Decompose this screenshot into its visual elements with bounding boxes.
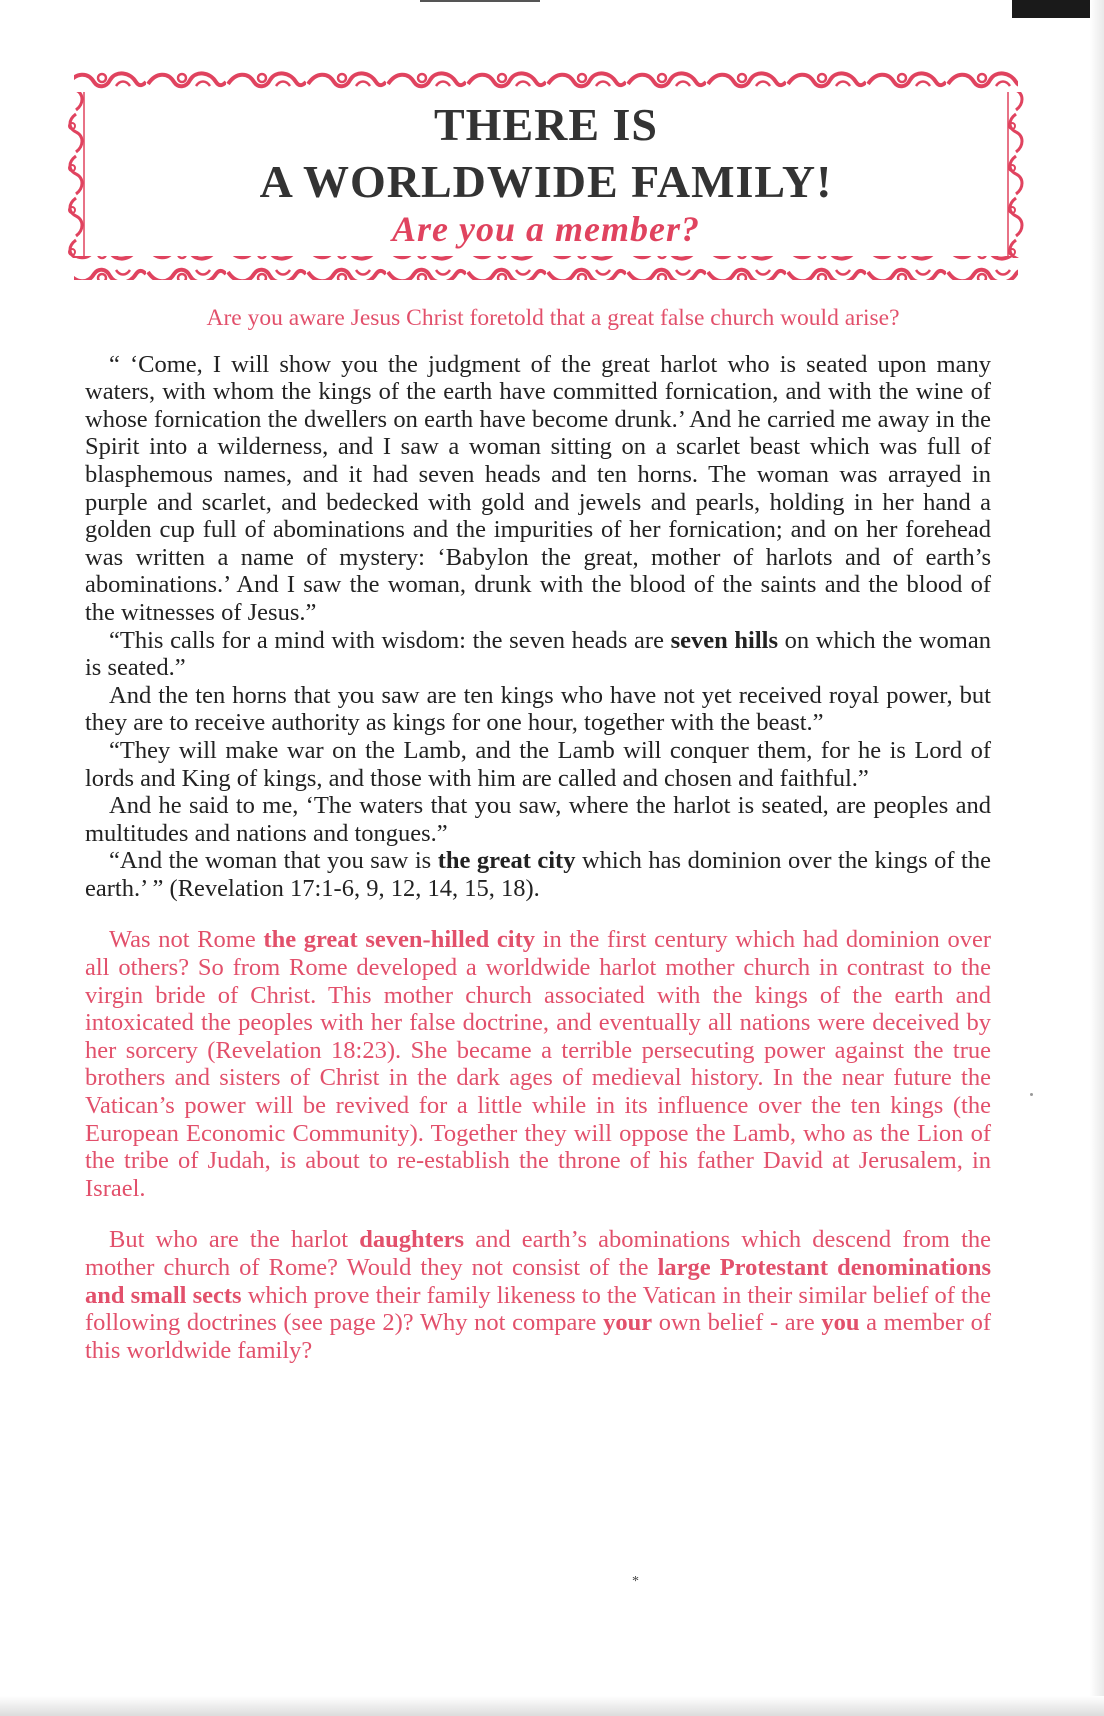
text-run: on which the woman is seated.” bbox=[85, 626, 991, 682]
article-body bbox=[85, 305, 991, 1364]
text-run: which has dominion over the kings of the earth.’ ” (Revelation 17:1-6, 9, 12, 14, 15, 18). bbox=[85, 847, 991, 902]
emphasis-great-city: the great city bbox=[437, 847, 576, 875]
emphasis-seven-hills: seven hills bbox=[670, 626, 778, 654]
intro-question: Are you aware Jesus Christ foretold that a great false church would arise? bbox=[206, 305, 900, 331]
scripture-paragraph-6 bbox=[85, 847, 991, 902]
emphasis-your: your bbox=[603, 1309, 653, 1337]
emphasis-you: you bbox=[821, 1309, 860, 1337]
text-run: “And the woman that you saw is bbox=[109, 847, 438, 875]
scripture-paragraph-1: “ ‘Come, I will show you the judgment of the great harlot who is seated upon many waters, with whom the kings of the earth have committed fornication, and with the wine of whose fornication the dwellers on earth have become drunk.’ And he carried me away in the Spirit into a wilderness, and I saw a woman sitting on a scarlet beast which was full of blasphemous names, and it had seven heads and ten horns. The woman was arrayed in purple and scarlet, and bedecked with gold and jewels and pearls, holding in her hand a golden cup full of abominations and the impurities of her fornication; and on her forehead was written a name of mystery: ‘Babylon the great, mother of harlots and of earth’s abominations.’ And I saw the woman, drunk with the blood of the saints and the blood of the witnesses of Jesus.” bbox=[85, 350, 991, 626]
page-subtitle: Are you a member? bbox=[392, 209, 700, 249]
text-run: But who are the harlot bbox=[109, 1226, 360, 1254]
commentary-paragraph-1 bbox=[85, 926, 991, 1202]
text-run: in the first century which had dominion over all others? So from Rome developed a worldwide harlot mother church in contrast to the virgin bride of Christ. This mother church associated with the kings of the earth and intoxicated the peoples with her false doctrine, and eventually all nations were deceived by her sorcery (Revelation 18:23). She became a terrible persecuting power against the true brothers and sisters of Christ in the dark ages of medieval history. In the near future the Vatican’s power will be revived for a little while in its influence over the ten kings (the European Economic Community). Together they will oppose the Lamb, who as the Lion of the tribe of Judah, is about to re-establish the throne of his father David at Jerusalem, in Israel. bbox=[85, 926, 992, 1202]
scripture-paragraph-5: And he said to me, ‘The waters that you saw, where the harlot is seated, are peoples and multitudes and nations and tongues.” bbox=[85, 792, 991, 847]
emphasis-protestant-denominations: large Protestant denominations and small sects bbox=[85, 1254, 991, 1309]
footer-mark: * bbox=[632, 1574, 639, 1589]
emphasis-seven-hilled-city: the great seven-hilled city bbox=[263, 926, 536, 954]
scan-edge-line bbox=[420, 0, 540, 2]
scripture-paragraph-3: And the ten horns that you saw are ten kings who have not yet received royal power, but they are to receive authority as kings for one hour, together with the beast.” bbox=[85, 681, 991, 737]
text-run: and earth’s abominations which descend from the mother church of Rome? Would they not consist of the bbox=[85, 1226, 992, 1281]
emphasis-daughters: daughters bbox=[359, 1226, 465, 1254]
text-run: which prove their family likeness to the Vatican in their similar belief of the following doctrines (see page 2)? Why not compare bbox=[85, 1281, 991, 1337]
text-run: Was not Rome bbox=[109, 926, 264, 954]
scan-speck bbox=[1030, 1093, 1033, 1096]
title-banner bbox=[66, 70, 1026, 282]
scripture-paragraph-4: “They will make war on the Lamb, and the Lamb will conquer them, for he is Lord of lords and King of kings, and those with him are called and chosen and faithful.” bbox=[85, 736, 991, 792]
page-title-line-1: THERE IS bbox=[433, 99, 659, 150]
text-run: a member of this worldwide family? bbox=[85, 1309, 991, 1364]
scripture-paragraph-2 bbox=[85, 627, 991, 682]
commentary-paragraph-2 bbox=[85, 1226, 991, 1364]
page-title-line-2: A WORLDWIDE FAMILY! bbox=[259, 156, 833, 207]
page-bottom-shadow bbox=[0, 1696, 1104, 1716]
page-edge-shadow bbox=[1090, 0, 1104, 1716]
text-run: own belief - are bbox=[652, 1309, 822, 1337]
text-run: “This calls for a mind with wisdom: the seven heads are bbox=[109, 626, 671, 654]
